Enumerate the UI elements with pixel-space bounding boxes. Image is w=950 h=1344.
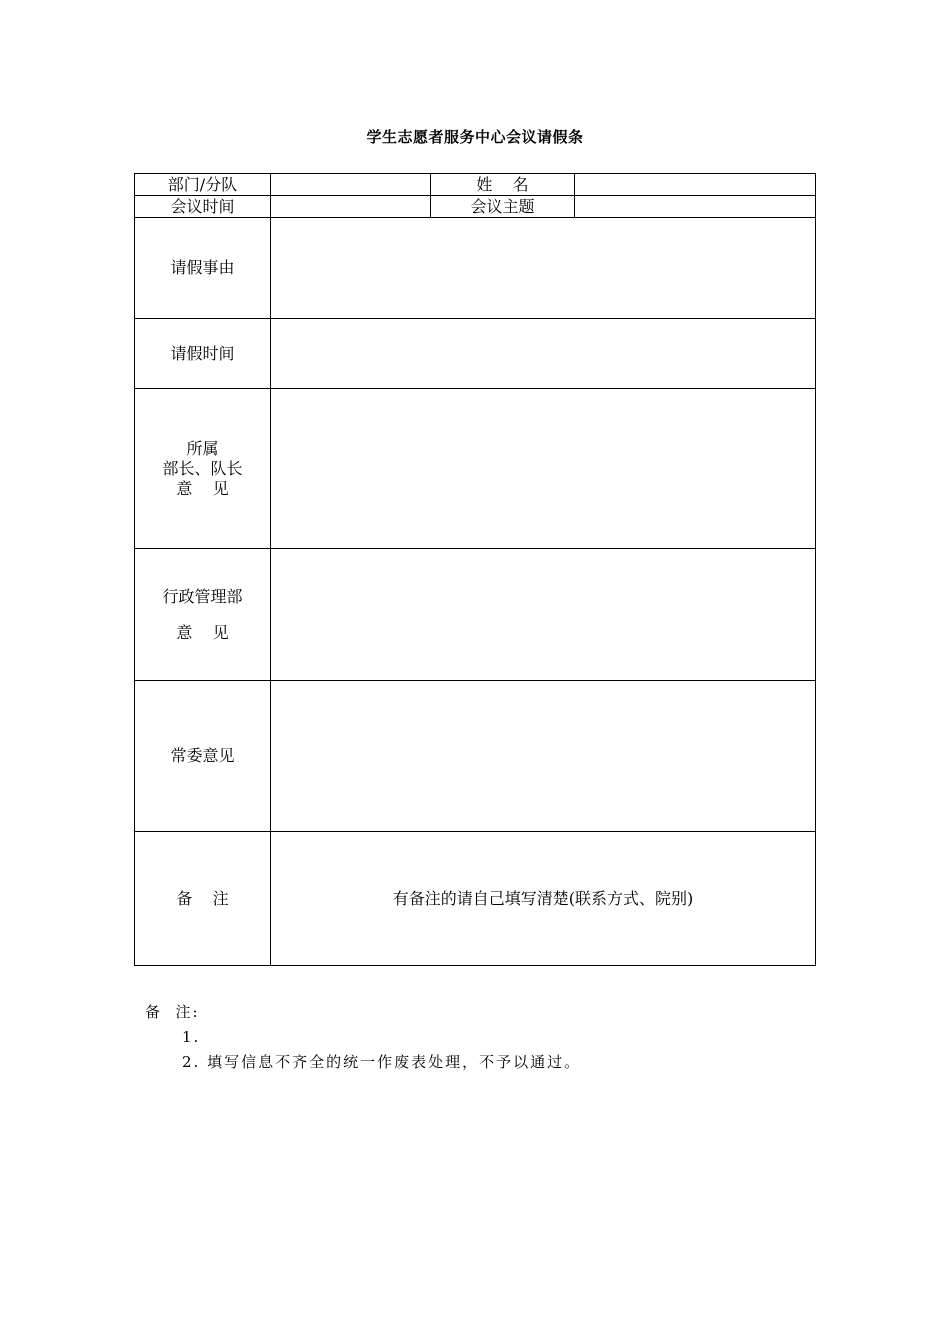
- admin-opinion-label-line: 行政管理部: [162, 586, 243, 606]
- meeting-topic-field[interactable]: [575, 196, 816, 218]
- admin-opinion-field[interactable]: [271, 549, 816, 681]
- dept-field[interactable]: [271, 174, 431, 196]
- dept-opinion-label: [135, 389, 271, 549]
- footnote-item: 2. 填写信息不齐全的统一作废表处理，不予以通过。: [182, 1053, 582, 1071]
- leave-time-label: 请假时间: [135, 319, 271, 389]
- name-label: 姓 名: [431, 174, 575, 196]
- footnote-item: 1.: [182, 1028, 201, 1046]
- remarks-field[interactable]: 有备注的请自己填写清楚(联系方式、院别): [271, 832, 816, 966]
- meeting-time-label: 会议时间: [135, 196, 271, 218]
- form-row-leave-time: [135, 319, 816, 389]
- name-field[interactable]: [575, 174, 816, 196]
- meeting-topic-label: 会议主题: [431, 196, 575, 218]
- meeting-time-field[interactable]: [271, 196, 431, 218]
- admin-opinion-label: [135, 549, 271, 681]
- footnote: [145, 1000, 581, 1075]
- form-row-dept: [135, 174, 816, 196]
- dept-opinion-label-line: 意 见: [176, 478, 229, 498]
- dept-opinion-field[interactable]: [271, 389, 816, 549]
- footnote-heading: 备 注:: [145, 1003, 200, 1021]
- dept-opinion-label-line: 部长、队长: [162, 458, 243, 478]
- reason-field[interactable]: [271, 218, 816, 319]
- form-row-dept-opinion: [135, 389, 816, 549]
- leave-request-form: [134, 173, 816, 966]
- admin-opinion-label-line: 意 见: [176, 622, 229, 642]
- form-row-remarks: [135, 832, 816, 966]
- remarks-label: 备 注: [135, 832, 271, 966]
- dept-opinion-label-line: 所属: [186, 438, 219, 458]
- form-row-admin-opinion: [135, 549, 816, 681]
- committee-opinion-field[interactable]: [271, 681, 816, 832]
- committee-opinion-label: 常委意见: [135, 681, 271, 832]
- reason-label: 请假事由: [135, 218, 271, 319]
- page-title: 学生志愿者服务中心会议请假条: [366, 128, 584, 146]
- leave-time-field[interactable]: [271, 319, 816, 389]
- form-row-committee-opinion: [135, 681, 816, 832]
- form-row-meeting: [135, 196, 816, 218]
- dept-label: 部门/分队: [135, 174, 271, 196]
- form-row-reason: [135, 218, 816, 319]
